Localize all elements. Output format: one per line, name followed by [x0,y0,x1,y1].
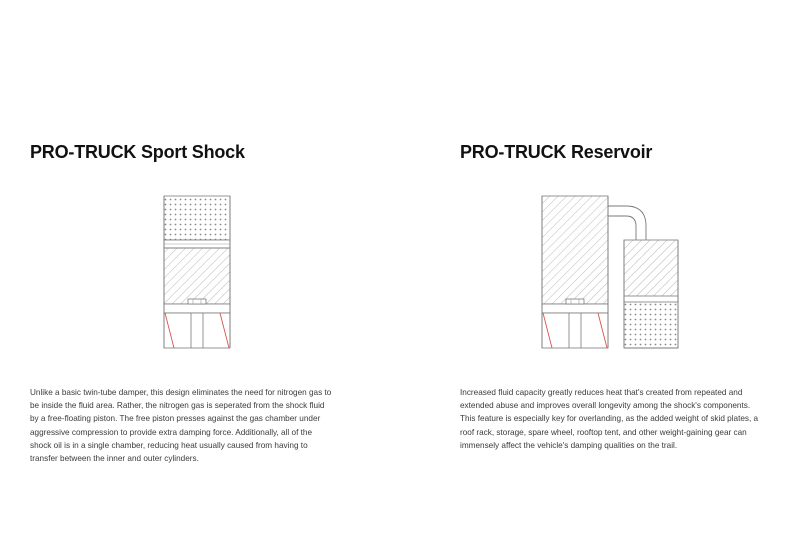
page-title-sport-shock: PRO-TRUCK Sport Shock [30,142,245,162]
page-title-reservoir: PRO-TRUCK Reservoir [460,142,653,162]
column-reservoir [460,140,770,452]
column-sport-shock [30,140,340,465]
sport-shock-cutaway-diagram [148,192,340,352]
reservoir-shock-cutaway-diagram [528,192,770,352]
reservoir-description: Increased fluid capacity greatly reduces heat that's created from repeated and extended abuse and improves overall longevity among the shock's components. This feature is especially key for overlanding, as the added weight of skid plates, a roof rack, storage, spare wheel, rooftop tent, and other weight-gaining gear can immensely affect the vehicle's damping qualities on the trail. [460,388,759,450]
sport-shock-description: Unlike a basic twin-tube damper, this design eliminates the need for nitrogen gas to be inside the fluid area. Rather, the nitrogen gas is seperated from the shock fluid by a free-floating piston. The free piston presses against the gas chamber under aggressive compression to provide extra damping force. Additionally, all of the shock oil is in a single chamber, reducing heat usually caused from having to transfer between the inner and outer cylinders. [30,388,332,464]
